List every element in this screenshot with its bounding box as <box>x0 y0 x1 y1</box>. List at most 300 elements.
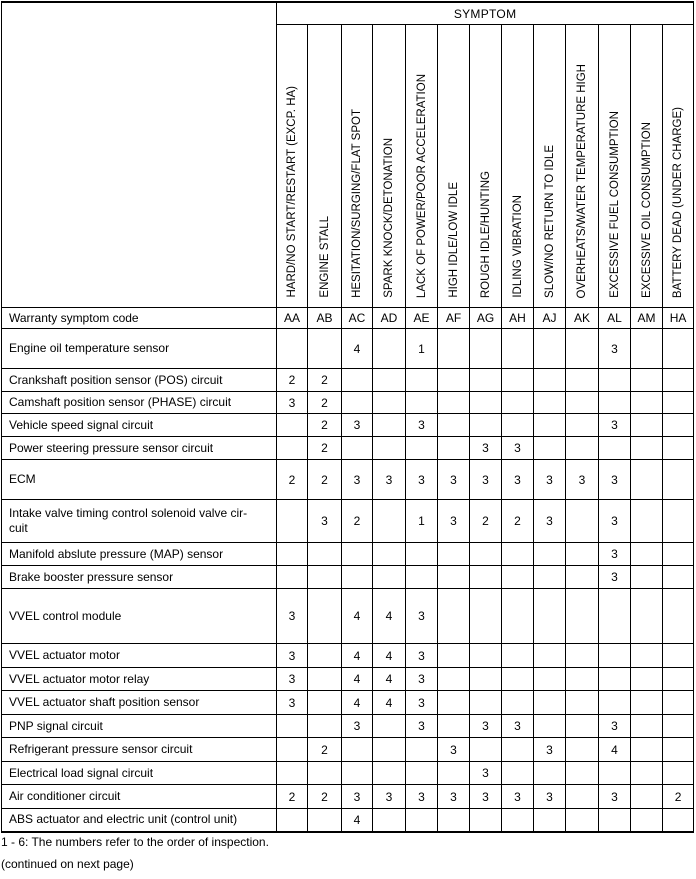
table-cell: 3 <box>599 414 631 437</box>
symptom-column-label: SLOW/NO RETURN TO IDLE <box>543 145 556 298</box>
table-cell: 3 <box>470 762 502 785</box>
table-cell <box>308 691 342 715</box>
table-cell <box>534 329 566 369</box>
table-cell: 3 <box>534 500 566 543</box>
table-cell: 4 <box>373 644 406 668</box>
table-cell <box>470 543 502 566</box>
symptom-column-header <box>502 25 534 308</box>
symptom-column-header <box>534 25 566 308</box>
table-cell <box>438 437 470 460</box>
table-cell: 2 <box>277 785 308 809</box>
table-cell <box>470 691 502 715</box>
table-cell: 4 <box>373 691 406 715</box>
table-cell <box>502 644 534 668</box>
table-cell: 2 <box>502 500 534 543</box>
table-cell: 2 <box>308 460 342 500</box>
table-cell: 4 <box>599 738 631 762</box>
table-cell: 3 <box>470 785 502 809</box>
table-row <box>2 543 694 566</box>
symptom-header: SYMPTOM <box>277 2 694 25</box>
table-cell <box>566 566 599 589</box>
table-cell: 2 <box>342 500 373 543</box>
symptom-column-header <box>663 25 694 308</box>
table-cell: 2 <box>308 785 342 809</box>
table-cell: 3 <box>406 715 438 738</box>
table-cell <box>373 500 406 543</box>
table-cell <box>373 392 406 414</box>
table-cell <box>663 762 694 785</box>
table-cell <box>502 668 534 691</box>
table-cell <box>277 566 308 589</box>
table-cell <box>534 566 566 589</box>
table-cell <box>277 738 308 762</box>
table-cell: AM <box>631 308 663 329</box>
table-cell: 3 <box>502 437 534 460</box>
table-cell: 2 <box>308 414 342 437</box>
table-cell <box>599 369 631 392</box>
table-cell <box>308 644 342 668</box>
table-cell <box>406 437 438 460</box>
table-cell: 3 <box>438 785 470 809</box>
table-cell <box>534 809 566 832</box>
table-cell <box>308 809 342 832</box>
table-cell <box>566 543 599 566</box>
table-cell <box>663 329 694 369</box>
continued-note: (continued on next page) <box>1 857 134 871</box>
table-cell <box>438 414 470 437</box>
table-cell: 3 <box>277 392 308 414</box>
table-cell <box>566 668 599 691</box>
table-cell: 3 <box>534 738 566 762</box>
table-cell <box>566 785 599 809</box>
table-cell <box>373 566 406 589</box>
table-cell <box>663 460 694 500</box>
table-cell <box>342 762 373 785</box>
symptom-column-header <box>308 25 342 308</box>
table-cell <box>502 329 534 369</box>
table-cell <box>631 691 663 715</box>
table-cell <box>502 762 534 785</box>
row-label: Vehicle speed signal circuit <box>2 414 277 437</box>
table-cell <box>566 329 599 369</box>
table-cell: 3 <box>406 414 438 437</box>
row-label: PNP signal circuit <box>2 715 277 738</box>
table-cell: 2 <box>308 369 342 392</box>
table-cell <box>502 809 534 832</box>
table-row <box>2 460 694 500</box>
table-row <box>2 329 694 369</box>
table-cell <box>438 543 470 566</box>
table-cell <box>308 329 342 369</box>
inspection-order-note: 1 - 6: The numbers refer to the order of inspection. <box>1 835 269 849</box>
table-cell <box>566 500 599 543</box>
table-cell <box>631 414 663 437</box>
table-cell: 4 <box>342 668 373 691</box>
table-cell: 3 <box>599 566 631 589</box>
table-cell: 3 <box>502 785 534 809</box>
table-cell <box>277 543 308 566</box>
symptom-column-label: BATTERY DEAD (UNDER CHARGE) <box>672 106 685 298</box>
table-cell <box>308 566 342 589</box>
table-cell: 3 <box>438 500 470 543</box>
table-row <box>2 691 694 715</box>
table-cell: 2 <box>308 392 342 414</box>
table-cell <box>534 414 566 437</box>
symptom-column-label: IDLING VIBRATION <box>511 195 524 298</box>
symptom-column-header <box>406 25 438 308</box>
symptom-table <box>1 1 694 833</box>
table-cell <box>663 414 694 437</box>
table-cell: 3 <box>534 460 566 500</box>
row-label: Manifold abslute pressure (MAP) sensor <box>2 543 277 566</box>
table-cell: 3 <box>470 437 502 460</box>
table-cell <box>373 414 406 437</box>
table-cell <box>566 809 599 832</box>
table-row <box>2 715 694 738</box>
table-cell <box>277 500 308 543</box>
table-cell: 3 <box>373 785 406 809</box>
table-cell <box>438 329 470 369</box>
table-cell <box>438 762 470 785</box>
table-cell: 4 <box>342 691 373 715</box>
table-cell <box>470 369 502 392</box>
table-cell <box>631 668 663 691</box>
table-row <box>2 589 694 644</box>
table-cell <box>438 715 470 738</box>
table-cell <box>502 589 534 644</box>
table-cell <box>599 809 631 832</box>
table-cell <box>631 500 663 543</box>
table-cell: AG <box>470 308 502 329</box>
table-cell: 3 <box>599 543 631 566</box>
table-cell <box>534 691 566 715</box>
row-label: Brake booster pressure sensor <box>2 566 277 589</box>
table-cell: 3 <box>502 460 534 500</box>
table-row <box>2 414 694 437</box>
row-label: Camshaft position sensor (PHASE) circuit <box>2 392 277 414</box>
table-cell: 3 <box>502 715 534 738</box>
table-cell <box>599 668 631 691</box>
table-cell <box>438 589 470 644</box>
table-cell <box>663 738 694 762</box>
table-cell: 3 <box>342 414 373 437</box>
table-cell <box>534 543 566 566</box>
row-label: Air conditioner circuit <box>2 785 277 809</box>
row-label: Power steering pressure sensor circuit <box>2 437 277 460</box>
table-cell <box>406 566 438 589</box>
table-cell <box>470 589 502 644</box>
table-cell <box>502 392 534 414</box>
table-cell: 1 <box>406 329 438 369</box>
table-cell <box>373 543 406 566</box>
table-cell <box>342 369 373 392</box>
symptom-column-header <box>599 25 631 308</box>
table-cell <box>502 369 534 392</box>
table-cell: 3 <box>406 460 438 500</box>
table-cell <box>663 566 694 589</box>
table-cell <box>502 738 534 762</box>
table-cell <box>470 738 502 762</box>
table-cell <box>631 762 663 785</box>
table-cell: AL <box>599 308 631 329</box>
table-cell <box>631 437 663 460</box>
table-cell: 4 <box>342 589 373 644</box>
table-cell: AA <box>277 308 308 329</box>
table-cell <box>308 668 342 691</box>
table-row <box>2 566 694 589</box>
table-cell <box>631 369 663 392</box>
symptom-column-label: OVERHEATS/WATER TEMPERATURE HIGH <box>576 63 588 298</box>
table-cell <box>406 738 438 762</box>
table-cell <box>534 644 566 668</box>
table-cell: 3 <box>470 460 502 500</box>
table-cell: 3 <box>406 785 438 809</box>
table-cell <box>406 809 438 832</box>
table-cell: 3 <box>534 785 566 809</box>
table-cell <box>502 566 534 589</box>
table-cell: AF <box>438 308 470 329</box>
table-cell <box>406 543 438 566</box>
table-cell <box>534 762 566 785</box>
table-cell: 3 <box>277 668 308 691</box>
symptom-column-label: SPARK KNOCK/DETONATION <box>383 138 395 298</box>
table-cell <box>373 369 406 392</box>
table-cell <box>663 715 694 738</box>
symptom-column-header <box>631 25 663 308</box>
symptom-column-label: LACK OF POWER/POOR ACCELERATION <box>415 73 428 298</box>
table-row <box>2 369 694 392</box>
table-cell: AH <box>502 308 534 329</box>
table-cell <box>438 566 470 589</box>
table-cell <box>534 392 566 414</box>
table-cell: 4 <box>342 809 373 832</box>
table-row <box>2 500 694 543</box>
row-label: Intake valve timing control solenoid valve cir- cuit <box>2 500 277 543</box>
row-label: Electrical load signal circuit <box>2 762 277 785</box>
table-row <box>2 785 694 809</box>
table-cell <box>534 668 566 691</box>
table-cell <box>438 668 470 691</box>
table-cell <box>631 589 663 644</box>
symptom-column-label: EXCESSIVE FUEL CONSUMPTION <box>608 111 621 298</box>
table-cell <box>534 437 566 460</box>
table-cell <box>631 715 663 738</box>
table-cell <box>566 392 599 414</box>
symptom-column-header <box>277 25 308 308</box>
table-cell: 3 <box>406 691 438 715</box>
table-cell <box>342 392 373 414</box>
table-row <box>2 308 694 329</box>
table-cell: 2 <box>308 738 342 762</box>
table-cell <box>663 691 694 715</box>
table-cell: 3 <box>277 644 308 668</box>
table-cell <box>663 369 694 392</box>
table-cell: 3 <box>599 785 631 809</box>
table-cell <box>438 691 470 715</box>
table-cell <box>566 715 599 738</box>
table-cell: 3 <box>277 589 308 644</box>
table-cell <box>566 589 599 644</box>
table-cell: 4 <box>342 329 373 369</box>
table-cell <box>277 414 308 437</box>
table-cell <box>438 392 470 414</box>
table-cell: 3 <box>599 460 631 500</box>
table-cell <box>566 369 599 392</box>
symptom-column-label: ROUGH IDLE/HUNTING <box>479 170 492 298</box>
symptom-column-label: HARD/NO START/RESTART (EXCP. HA) <box>286 86 298 298</box>
table-cell <box>470 414 502 437</box>
table-cell: 3 <box>277 691 308 715</box>
symptom-column-header <box>470 25 502 308</box>
row-label: Refrigerant pressure sensor circuit <box>2 738 277 762</box>
table-cell: 3 <box>599 715 631 738</box>
table-cell: 3 <box>342 785 373 809</box>
table-cell: 3 <box>406 644 438 668</box>
table-cell <box>277 809 308 832</box>
table-cell <box>308 762 342 785</box>
table-cell <box>406 369 438 392</box>
table-cell <box>342 543 373 566</box>
table-cell <box>599 589 631 644</box>
table-body <box>2 308 694 832</box>
table-cell: 3 <box>438 460 470 500</box>
table-cell: AC <box>342 308 373 329</box>
table-cell: 3 <box>470 715 502 738</box>
table-cell <box>663 392 694 414</box>
table-cell <box>631 543 663 566</box>
table-row <box>2 644 694 668</box>
table-cell: 2 <box>308 437 342 460</box>
symptom-column-header <box>566 25 599 308</box>
table-cell <box>631 566 663 589</box>
symptom-column-label: ENGINE STALL <box>318 216 331 298</box>
symptom-column-header <box>373 25 406 308</box>
row-label: ECM <box>2 460 277 500</box>
row-label: VVEL actuator shaft position sensor <box>2 691 277 715</box>
table-cell <box>534 369 566 392</box>
table-cell <box>308 543 342 566</box>
row-label: ABS actuator and electric unit (control unit) <box>2 809 277 832</box>
table-cell <box>470 392 502 414</box>
table-cell <box>438 369 470 392</box>
table-cell <box>470 566 502 589</box>
table-cell <box>277 715 308 738</box>
symptom-column-label: HESITATION/SURGING/FLAT SPOT <box>351 109 363 298</box>
table-cell <box>566 644 599 668</box>
table-cell <box>277 437 308 460</box>
table-cell: 4 <box>373 668 406 691</box>
table-cell <box>534 715 566 738</box>
table-cell <box>438 644 470 668</box>
table-cell <box>566 414 599 437</box>
table-cell: 2 <box>277 369 308 392</box>
table-cell <box>663 500 694 543</box>
table-cell <box>373 738 406 762</box>
table-cell <box>373 437 406 460</box>
table-cell <box>631 392 663 414</box>
table-cell <box>502 691 534 715</box>
table-cell: 3 <box>406 668 438 691</box>
table-row <box>2 762 694 785</box>
row-label: Engine oil temperature sensor <box>2 329 277 369</box>
table-cell: HA <box>663 308 694 329</box>
table-cell <box>566 691 599 715</box>
table-cell <box>406 392 438 414</box>
table-cell: 3 <box>342 460 373 500</box>
table-cell <box>277 762 308 785</box>
table-cell <box>566 738 599 762</box>
table-cell: 3 <box>438 738 470 762</box>
table-cell: 2 <box>663 785 694 809</box>
table-cell <box>373 715 406 738</box>
table-cell <box>308 589 342 644</box>
row-label: VVEL control module <box>2 589 277 644</box>
table-cell <box>342 566 373 589</box>
table-row <box>2 668 694 691</box>
table-cell <box>566 762 599 785</box>
table-cell <box>534 589 566 644</box>
table-cell: 3 <box>406 589 438 644</box>
table-cell <box>470 644 502 668</box>
table-row <box>2 809 694 832</box>
table-cell <box>631 738 663 762</box>
table-cell: 3 <box>308 500 342 543</box>
table-cell <box>663 543 694 566</box>
table-cell: 3 <box>373 460 406 500</box>
row-label: VVEL actuator motor relay <box>2 668 277 691</box>
table-cell <box>342 738 373 762</box>
table-cell: AB <box>308 308 342 329</box>
table-cell <box>599 437 631 460</box>
table-cell <box>470 329 502 369</box>
table-cell: AE <box>406 308 438 329</box>
table-corner-cell <box>2 2 277 308</box>
table-cell: 4 <box>373 589 406 644</box>
table-cell <box>663 809 694 832</box>
table-cell: 2 <box>277 460 308 500</box>
table-cell: 3 <box>599 329 631 369</box>
row-label: VVEL actuator motor <box>2 644 277 668</box>
table-cell <box>631 785 663 809</box>
row-label: Crankshaft position sensor (POS) circuit <box>2 369 277 392</box>
table-cell <box>631 460 663 500</box>
table-cell <box>502 414 534 437</box>
table-cell <box>631 644 663 668</box>
table-cell <box>663 589 694 644</box>
table-cell <box>663 668 694 691</box>
table-cell <box>308 715 342 738</box>
table-row <box>2 738 694 762</box>
table-cell <box>663 437 694 460</box>
table-cell <box>599 644 631 668</box>
table-cell: AD <box>373 308 406 329</box>
table-cell: 2 <box>470 500 502 543</box>
symptom-column-label: HIGH IDLE/LOW IDLE <box>447 182 460 298</box>
table-cell <box>438 809 470 832</box>
table-cell <box>502 543 534 566</box>
table-cell <box>566 437 599 460</box>
table-cell <box>599 762 631 785</box>
table-cell <box>599 691 631 715</box>
table-cell <box>342 437 373 460</box>
table-cell <box>470 809 502 832</box>
table-cell <box>277 329 308 369</box>
table-cell: 1 <box>406 500 438 543</box>
table-cell: 3 <box>342 715 373 738</box>
table-cell <box>406 762 438 785</box>
table-cell <box>599 392 631 414</box>
table-row <box>2 392 694 414</box>
